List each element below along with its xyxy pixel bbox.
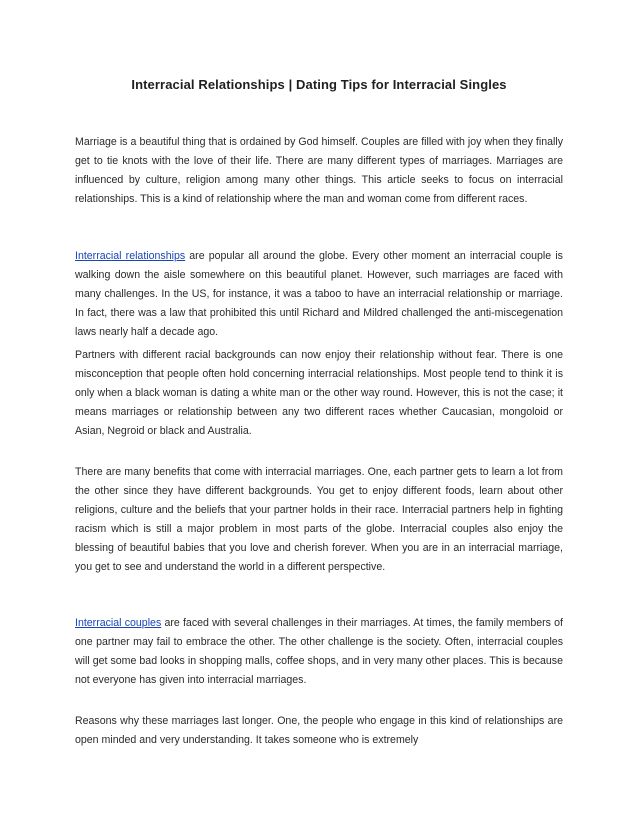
document-title: Interracial Relationships | Dating Tips for Interracial Singles — [131, 77, 507, 92]
paragraph-interracial-relationships — [75, 247, 563, 342]
paragraph-challenges — [75, 614, 563, 690]
paragraph-misconception: Partners with different racial backgrounds can now enjoy their relationship without fear. There is one misconception that people often hold concerning interracial relationships. Most people tend to think it is only when a black woman is dating a white man or the other way round. However, this is not the case; it means marriages or relationship between any two different races whether Caucasian, mongoloid or Asian, Negroid or black and Australia. — [75, 349, 563, 437]
paragraph-marriage-intro: Marriage is a beautiful thing that is ordained by God himself. Couples are filled with joy when they finally get to tie knots with the love of their life. There are many different types of marriages. Marriages are influenced by culture, religion among many other things. This article seeks to focus on interracial relationships. This is a kind of relationship where the man and woman come from different races. — [75, 136, 563, 205]
paragraph-reasons: Reasons why these marriages last longer. One, the people who engage in this kind of relationships are open minded and very understanding. It takes someone who is extremely — [75, 715, 563, 746]
interracial-couples-link[interactable]: Interracial couples — [75, 617, 162, 629]
interracial-relationships-link[interactable]: Interracial relationships — [75, 250, 186, 262]
paragraph-text: are faced with several challenges in their marriages. At times, the family members of one partner may fail to embrace the other. The other challenge is the society. Often, interracial couples will get some bad looks in shopping malls, coffee shops, and in very many other places. This is because not everyone has given into interracial marriages. — [75, 617, 563, 686]
paragraph-benefits: There are many benefits that come with interracial marriages. One, each partner gets to learn a lot from the other since they have different backgrounds. You get to enjoy different foods, learn about other religions, culture and the beliefs that your partner holds in their race. Interracial partners help in fighting racism which is still a major problem in most parts of the globe. Interracial couples also enjoy the blessing of beautiful babies that you love and cherish forever. When you are in an interracial marriage, you get to see and understand the world in a different perspective. — [75, 466, 563, 573]
paragraph-text: are popular all around the globe. Every other moment an interracial couple is walking down the aisle somewhere on this beautiful planet. However, such marriages are faced with many challenges. In the US, for instance, it was a taboo to have an interracial relationship or marriage. In fact, there was a law that prohibited this until Richard and Mildred challenged the anti-miscegenation laws nearly half a decade ago. — [75, 250, 563, 338]
